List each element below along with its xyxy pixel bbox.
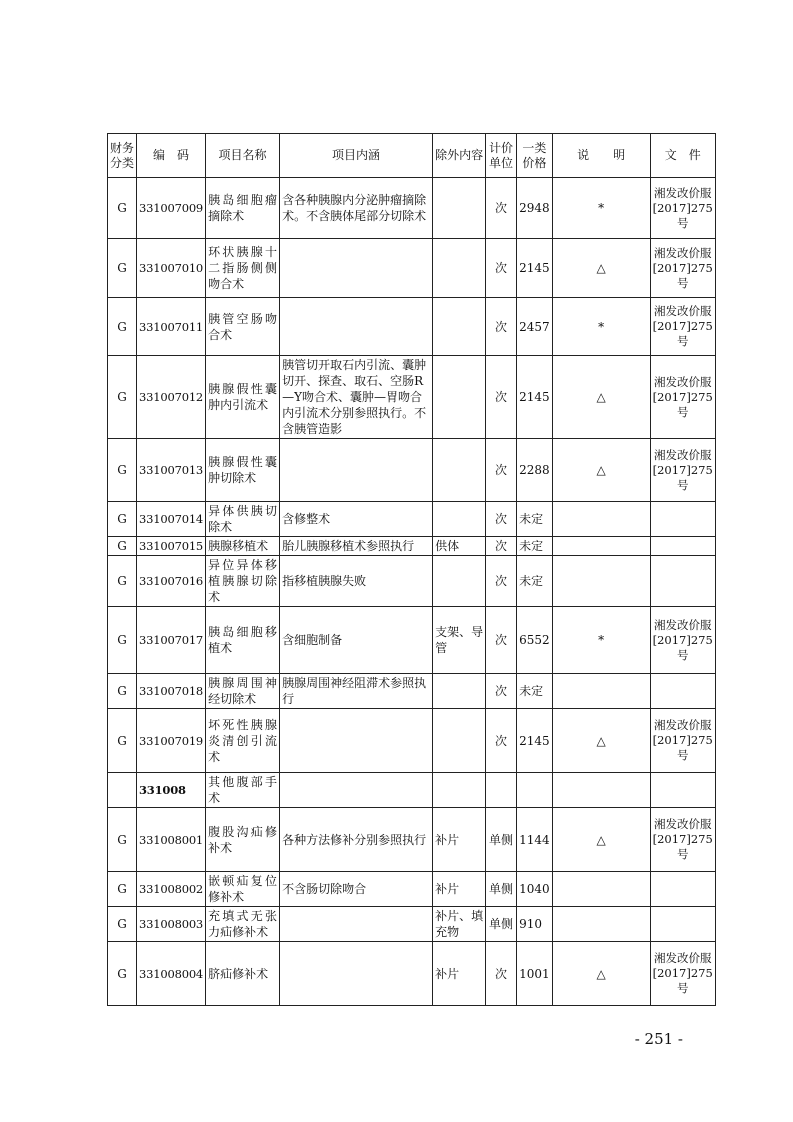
unit-cell: 次 [486,537,517,556]
table-row [108,773,716,808]
price-cell: 未定 [517,674,553,709]
table-row [108,502,716,537]
finance-cell: G [108,942,137,1006]
content-cell: 胰管切开取石内引流、囊肿切开、探查、取石、空肠R—Y吻合术、囊肿—胃吻合内引流术分别参照执行。不含胰管造影 [280,356,433,439]
exclusion-cell: 供体 [433,537,486,556]
code-cell: 331008004 [137,942,206,1006]
doc-cell: 湘发改价服[2017]275号 [650,298,715,356]
finance-cell: G [108,356,137,439]
unit-cell: 次 [486,502,517,537]
code-cell: 331007009 [137,178,206,239]
exclusion-cell [433,239,486,298]
content-cell [280,773,433,808]
note-cell [552,872,650,907]
finance-cell: G [108,607,137,674]
exclusion-cell: 补片 [433,942,486,1006]
table-row [108,942,716,1006]
name-cell: 环状胰腺十二指肠侧侧吻合术 [206,239,280,298]
exclusion-cell [433,356,486,439]
doc-cell: 湘发改价服[2017]275号 [650,239,715,298]
doc-cell [650,872,715,907]
price-cell: 2948 [517,178,553,239]
finance-cell: G [108,537,137,556]
unit-cell: 次 [486,356,517,439]
name-cell: 嵌顿疝复位修补术 [206,872,280,907]
unit-cell: 次 [486,439,517,502]
finance-cell: G [108,907,137,942]
name-cell: 腹股沟疝修补术 [206,808,280,872]
unit-cell: 单侧 [486,808,517,872]
table-row [108,907,716,942]
doc-cell [650,556,715,607]
doc-cell: 湘发改价服[2017]275号 [650,356,715,439]
note-cell: △ [552,439,650,502]
name-cell: 异位异体移植胰腺切除术 [206,556,280,607]
header-name: 项目名称 [206,134,280,178]
note-cell [552,674,650,709]
table-row [108,674,716,709]
table-row [108,872,716,907]
header-finance: 财务分类 [108,134,137,178]
content-cell: 胰腺周围神经阻滞术参照执行 [280,674,433,709]
price-cell: 2288 [517,439,553,502]
table-row [108,356,716,439]
exclusion-cell: 补片、填充物 [433,907,486,942]
table-row [108,239,716,298]
name-cell: 胰管空肠吻合术 [206,298,280,356]
unit-cell: 次 [486,298,517,356]
price-cell: 未定 [517,556,553,607]
price-cell: 910 [517,907,553,942]
finance-cell: G [108,439,137,502]
content-cell: 不含肠切除吻合 [280,872,433,907]
doc-cell: 湘发改价服[2017]275号 [650,439,715,502]
finance-cell [108,773,137,808]
table-row [108,709,716,773]
doc-cell [650,674,715,709]
name-cell: 胰岛细胞瘤摘除术 [206,178,280,239]
code-cell: 331007013 [137,439,206,502]
note-cell: * [552,298,650,356]
exclusion-cell [433,502,486,537]
content-cell: 含各种胰腺内分泌肿瘤摘除术。不含胰体尾部分切除术 [280,178,433,239]
content-cell [280,942,433,1006]
doc-cell [650,537,715,556]
note-cell: △ [552,808,650,872]
exclusion-cell [433,556,486,607]
price-cell: 1040 [517,872,553,907]
finance-cell: G [108,556,137,607]
header-row [108,134,716,178]
name-cell: 胰腺周围神经切除术 [206,674,280,709]
price-cell: 2457 [517,298,553,356]
exclusion-cell [433,674,486,709]
content-cell [280,298,433,356]
unit-cell: 次 [486,178,517,239]
name-cell: 异体供胰切除术 [206,502,280,537]
header-exclusion: 除外内容 [433,134,486,178]
name-cell: 其他腹部手术 [206,773,280,808]
note-cell: * [552,178,650,239]
table-row [108,808,716,872]
header-price: 一类价格 [517,134,553,178]
finance-cell: G [108,872,137,907]
unit-cell: 次 [486,674,517,709]
name-cell: 胰岛细胞移植术 [206,607,280,674]
name-cell: 脐疝修补术 [206,942,280,1006]
doc-cell [650,907,715,942]
name-cell: 坏死性胰腺炎清创引流术 [206,709,280,773]
content-cell [280,709,433,773]
note-cell: △ [552,942,650,1006]
note-cell [552,773,650,808]
note-cell [552,537,650,556]
note-cell [552,556,650,607]
header-note: 说 明 [552,134,650,178]
doc-cell: 湘发改价服[2017]275号 [650,607,715,674]
price-cell: 1001 [517,942,553,1006]
content-cell: 含修整术 [280,502,433,537]
price-cell: 1144 [517,808,553,872]
unit-cell: 次 [486,556,517,607]
exclusion-cell: 补片 [433,872,486,907]
unit-cell [486,773,517,808]
code-cell: 331007010 [137,239,206,298]
unit-cell: 单侧 [486,907,517,942]
code-cell: 331007011 [137,298,206,356]
finance-cell: G [108,178,137,239]
exclusion-cell [433,709,486,773]
table-row [108,537,716,556]
page-number: - 251 - [634,1030,683,1048]
unit-cell: 次 [486,709,517,773]
code-cell: 331007018 [137,674,206,709]
doc-cell: 湘发改价服[2017]275号 [650,808,715,872]
content-cell [280,439,433,502]
content-cell [280,907,433,942]
code-cell: 331007015 [137,537,206,556]
note-cell: △ [552,709,650,773]
finance-cell: G [108,709,137,773]
exclusion-cell [433,773,486,808]
doc-cell [650,773,715,808]
finance-cell: G [108,674,137,709]
header-doc: 文 件 [650,134,715,178]
header-content: 项目内涵 [280,134,433,178]
code-cell: 331008001 [137,808,206,872]
finance-cell: G [108,298,137,356]
name-cell: 充填式无张力疝修补术 [206,907,280,942]
doc-cell [650,502,715,537]
code-cell: 331008002 [137,872,206,907]
exclusion-cell: 支架、导管 [433,607,486,674]
name-cell: 胰腺假性囊肿内引流术 [206,356,280,439]
doc-cell: 湘发改价服[2017]275号 [650,942,715,1006]
price-cell: 未定 [517,502,553,537]
table-row [108,298,716,356]
table-row [108,439,716,502]
table-row [108,556,716,607]
finance-cell: G [108,239,137,298]
content-cell: 指移植胰腺失败 [280,556,433,607]
price-cell: 6552 [517,607,553,674]
price-table [107,133,716,1006]
header-unit: 计价单位 [486,134,517,178]
name-cell: 胰腺假性囊肿切除术 [206,439,280,502]
code-cell: 331007017 [137,607,206,674]
price-cell: 2145 [517,356,553,439]
code-cell: 331007019 [137,709,206,773]
code-cell: 331008 [137,773,206,808]
header-code: 编 码 [137,134,206,178]
doc-cell: 湘发改价服[2017]275号 [650,709,715,773]
note-cell: △ [552,239,650,298]
code-cell: 331007016 [137,556,206,607]
note-cell [552,907,650,942]
unit-cell: 次 [486,942,517,1006]
unit-cell: 次 [486,607,517,674]
unit-cell: 单侧 [486,872,517,907]
name-cell: 胰腺移植术 [206,537,280,556]
code-cell: 331007012 [137,356,206,439]
table-row [108,607,716,674]
finance-cell: G [108,502,137,537]
content-cell: 胎儿胰腺移植术参照执行 [280,537,433,556]
table-row [108,178,716,239]
code-cell: 331008003 [137,907,206,942]
note-cell: △ [552,356,650,439]
exclusion-cell [433,298,486,356]
content-cell: 各种方法修补分别参照执行 [280,808,433,872]
price-cell: 未定 [517,537,553,556]
content-cell: 含细胞制备 [280,607,433,674]
code-cell: 331007014 [137,502,206,537]
note-cell [552,502,650,537]
unit-cell: 次 [486,239,517,298]
exclusion-cell [433,178,486,239]
note-cell: * [552,607,650,674]
exclusion-cell [433,439,486,502]
finance-cell: G [108,808,137,872]
doc-cell: 湘发改价服[2017]275号 [650,178,715,239]
price-cell [517,773,553,808]
price-cell: 2145 [517,709,553,773]
content-cell [280,239,433,298]
price-cell: 2145 [517,239,553,298]
exclusion-cell: 补片 [433,808,486,872]
